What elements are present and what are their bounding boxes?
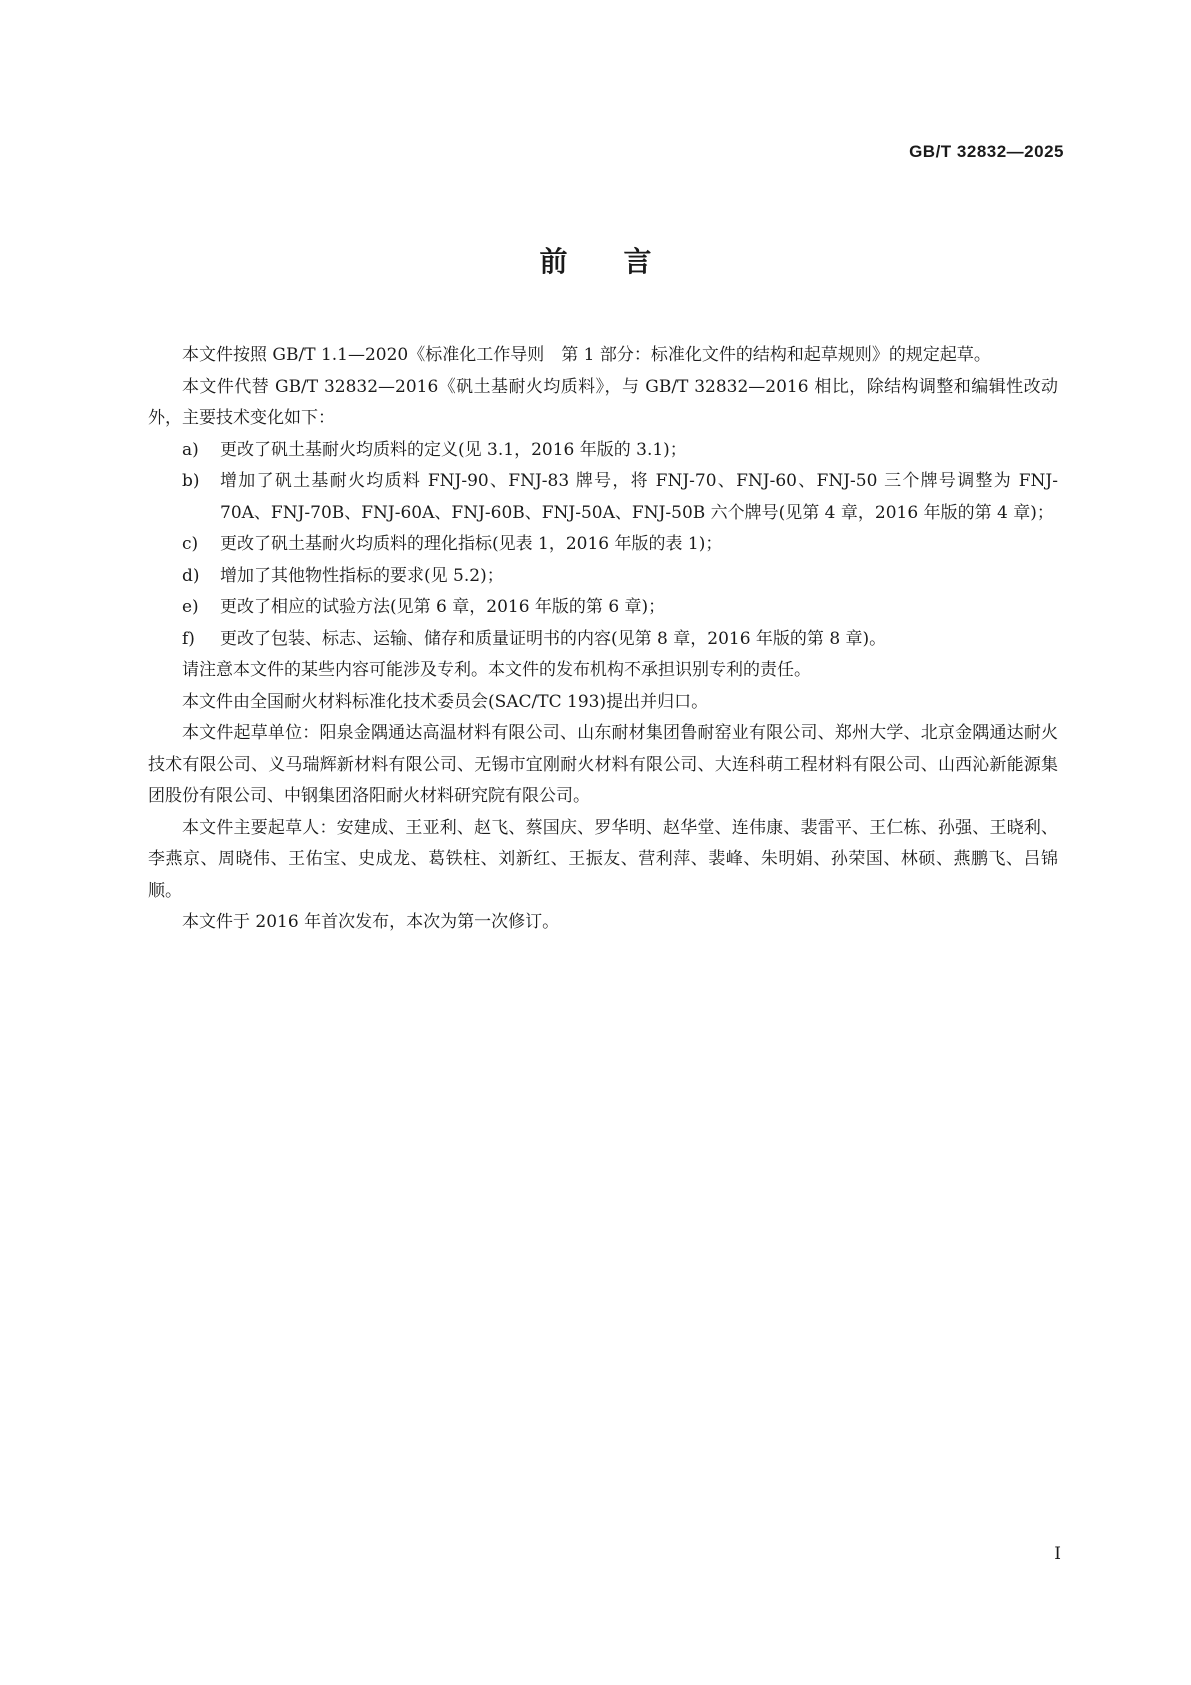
paragraph-drafting-units: 本文件起草单位：阳泉金隅通达高温材料有限公司、山东耐材集团鲁耐窑业有限公司、郑州大学、北京金隅通达耐火技术有限公司、义马瑞辉新材料有限公司、无锡市宜刚耐火材料有限公司、大连科萌工程材料有限公司、山西沁新能源集团股份有限公司、中钢集团洛阳耐火材料研究院有限公司。	[148, 723, 1058, 806]
change-item-marker: c)	[182, 534, 199, 554]
paragraph-drafting-rules: 本文件按照 GB/T 1.1—2020《标准化工作导则 第 1 部分：标准化文件的结构和起草规则》的规定起草。	[182, 345, 991, 365]
change-item-text: 更改了包装、标志、运输、储存和质量证明书的内容(见第 8 章，2016 年版的第 8 章)。	[220, 628, 887, 649]
change-item-marker: b)	[182, 471, 200, 491]
change-item-text: 增加了矾土基耐火均质料 FNJ-90、FNJ-83 牌号，将 FNJ-70、FNJ-60、FNJ-50 三个牌号调整为 FNJ-70A、FNJ-70B、FNJ-60A、FNJ-60B、FNJ-50A、FNJ-50B 六个牌号(见第 4 章，2016 年版的第 4 章)；	[220, 471, 1058, 523]
change-item	[148, 435, 1058, 467]
paragraph-drafters: 本文件主要起草人：安建成、王亚利、赵飞、蔡国庆、罗华明、赵华堂、连伟康、裴雷平、王仁栋、孙强、王晓利、李燕京、周晓伟、王佑宝、史成龙、葛铁柱、刘新红、王振友、营利萍、裴峰、朱明娟、孙荣国、林硕、燕鹏飞、吕锦顺。	[148, 817, 1058, 901]
change-item-marker: e)	[182, 597, 199, 617]
change-item	[148, 592, 1058, 624]
change-item	[148, 466, 1058, 529]
change-item	[148, 624, 1058, 656]
page-number: I	[1054, 1544, 1061, 1564]
document-code: GB/T 32832—2025	[909, 142, 1064, 161]
paragraph-replacement: 本文件代替 GB/T 32832—2016《矾土基耐火均质料》，与 GB/T 32832—2016 相比，除结构调整和编辑性改动外，主要技术变化如下：	[148, 376, 1058, 428]
change-item	[148, 529, 1058, 561]
change-item-marker: d)	[182, 565, 200, 586]
paragraph-revision-history: 本文件于 2016 年首次发布，本次为第一次修订。	[182, 912, 560, 932]
change-item-text: 更改了矾土基耐火均质料的理化指标(见表 1，2016 年版的表 1)；	[220, 534, 723, 554]
foreword-body	[148, 340, 1058, 939]
change-item-text: 增加了其他物性指标的要求(见 5.2)；	[220, 565, 504, 586]
change-item-marker: a)	[182, 439, 199, 460]
change-item-marker: f)	[182, 628, 195, 649]
page-title: 前言	[539, 245, 708, 278]
change-item	[148, 561, 1058, 593]
paragraph-patent-notice: 请注意本文件的某些内容可能涉及专利。本文件的发布机构不承担识别专利的责任。	[182, 660, 811, 680]
change-item-text: 更改了相应的试验方法(见第 6 章，2016 年版的第 6 章)；	[220, 597, 666, 617]
change-item-text: 更改了矾土基耐火均质料的定义(见 3.1，2016 年版的 3.1)；	[220, 439, 687, 460]
paragraph-proposer: 本文件由全国耐火材料标准化技术委员会(SAC/TC 193)提出并归口。	[182, 691, 709, 712]
